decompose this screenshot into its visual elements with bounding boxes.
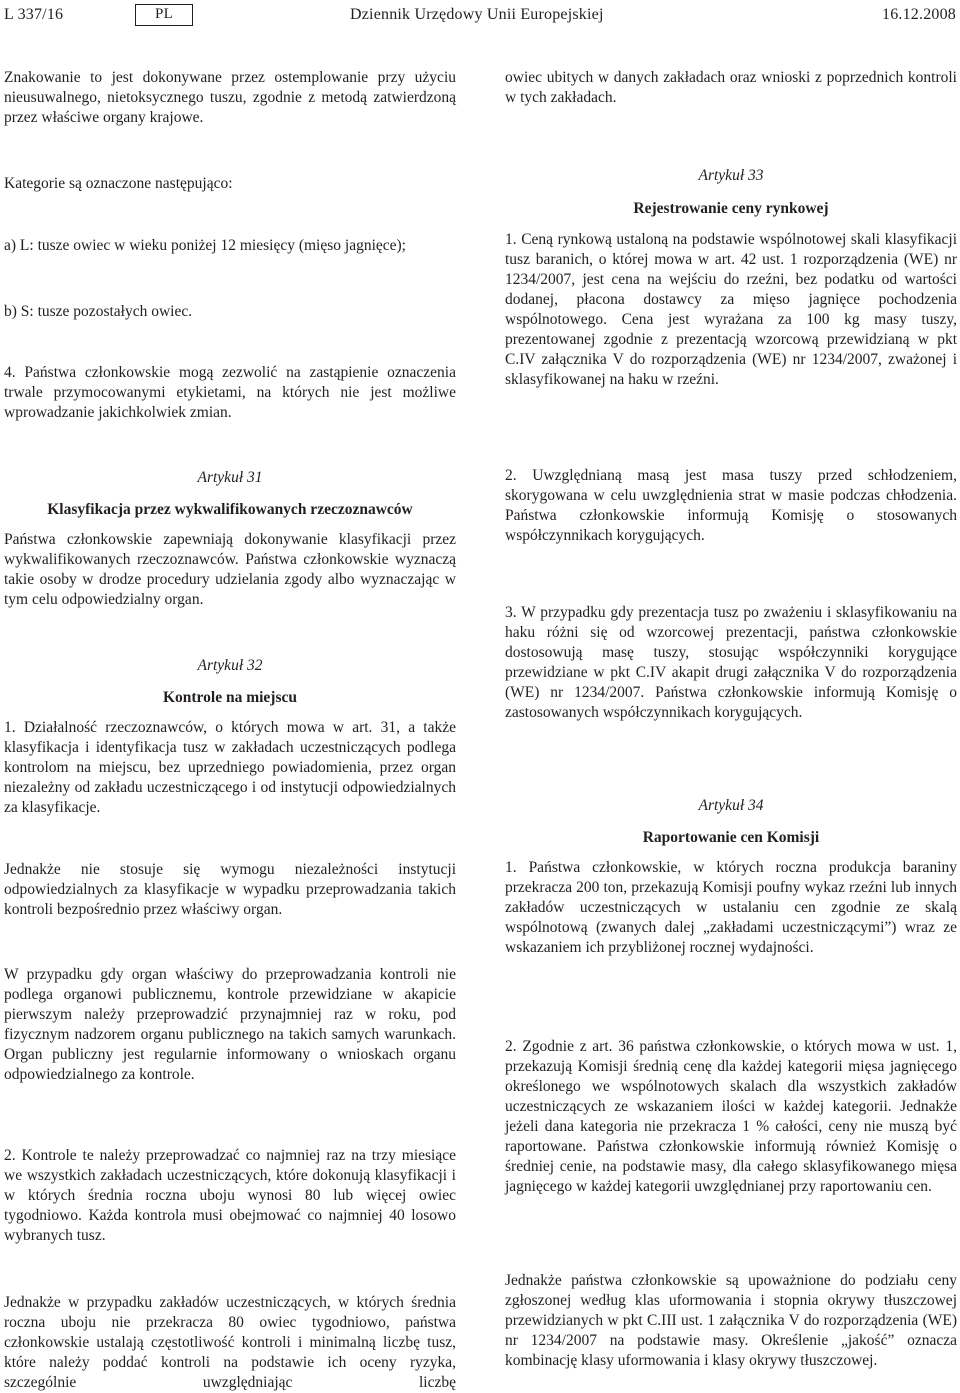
journal-title: Dziennik Urzędowy Unii Europejskiej bbox=[350, 6, 604, 23]
paragraph: Jednakże nie stosuje się wymogu niezależności instytucji odpowiedzialnych za klasyfikacje w wypadku przeprowadzania takich kontroli bezpośrednio przez właściwy organ. bbox=[4, 861, 456, 918]
paragraph: Kategorie są oznaczone następująco: bbox=[4, 175, 233, 192]
paragraph: 4. Państwa członkowskie mogą zezwolić na zastąpienie oznaczenia trwale przymocowanymi etykietami, na których nie jest możliwe wprowadzanie jakichkolwiek zmian. bbox=[4, 364, 456, 421]
list-item: a) L: tusze owiec w wieku poniżej 12 miesięcy (mięso jagnięce); bbox=[4, 237, 406, 254]
paragraph: Jednakże państwa członkowskie są upoważnione do podziału ceny zgłoszonej według klas uformowania i stopnia okrywy tłuszczowej przewidzianych w pkt C.III ust. 1 załącznika V do rozporządzenia (WE) nr 1234/2007 na podstawie masy. Określenie „jakość” oznacza kombinację klasy uformowania i klasy okrywy tłuszczowej. bbox=[505, 1272, 957, 1369]
publication-date: 16.12.2008 bbox=[882, 6, 956, 23]
language-badge: PL bbox=[135, 4, 193, 26]
paragraph: 3. W przypadku gdy prezentacja tusz po zważeniu i sklasyfikowaniu na haku różni się od wzorcowej prezentacji, państwa członkowskie dostosowują masę tuszy, stosując współczynniki korygujące przewidziane w pkt C.IV akapit drugi załącznika V do rozporządzenia (WE) nr 1234/2007. Państwa członkowskie informują Komisję o zastosowanych współczynnikach korygujących. bbox=[505, 604, 957, 721]
paragraph: 2. Kontrole te należy przeprowadzać co najmniej raz na trzy miesiące we wszystkich zakładach uczestniczących, które dokonują klasyfikacji i w których średnia roczna ubоju wynosi 80 lub więcej owiec tygodniowo. Każda kontrola musi obejmować co najmniej 40 losowo wybranych tusz. bbox=[4, 1147, 456, 1244]
paragraph: 2. Uwzględnianą masą jest masa tuszy przed schłodzeniem, skorygowana w celu uwzględnienia strat w masie podczas chłodzenia. Państwa członkowskie informują Komisję o stosowanych współczynnikach korygujących. bbox=[505, 467, 957, 544]
page-number: L 337/16 bbox=[4, 6, 64, 23]
page-header bbox=[4, 5, 956, 27]
paragraph: Jednakże w przypadku zakładów uczestniczących, w których średnia roczna ubоju nie przekracza 80 owiec tygodniowo, państwa członkowskie ustalają częstotliwość kontroli i minimalną liczbę tusz, które należy poddać kontroli na podstawie ich oceny ryzyka, szczególnie uwzględniając liczbę bbox=[4, 1294, 456, 1391]
paragraph: owiec ubitych w danych zakładach oraz wnioski z poprzednich kontroli w tych zakładach. bbox=[505, 69, 957, 106]
article-label: Artykuł 31 bbox=[197, 469, 263, 486]
article-title: Raportowanie cen Komisji bbox=[642, 829, 820, 846]
paragraph: 2. Zgodnie z art. 36 państwa członkowskie, o których mowa w ust. 1, przekazują Komisji średnią cenę dla każdej kategorii mięsa jagnięcego określonego we wspólnotowych skalach dla wszystkich zakładów uczestniczących ze wskazaniem ilości w każdej kategorii. Jednakże jeżeli dana kategoria nie przekracza 1 % całości, ceny nie muszą być raportowane. Państwa członkowskie informują również Komisję o średniej cenie, na podstawie masy, dla całego sklasyfikowanego mięsa jagnięcego w każdej kategorii uwzględnianej przy raportowaniu cen. bbox=[505, 1038, 957, 1195]
paragraph: Znakowanie to jest dokonywane przez ostemplowanie przy użyciu nieusuwalnego, nietoksycznego tuszu, zgodnie z metodą zatwierdzoną przez właściwe organy krajowe. bbox=[4, 69, 456, 126]
paragraph: 1. Państwa członkowskie, w których roczna produkcja baraniny przekracza 200 ton, przekazują Komisji poufny wykaz rzeźni lub innych zakładów uczestniczących w ustalaniu cen zgodnie ze skalą wspólnotową (zwanych dalej „zakładami uczestniczącymi”) wraz ze wskazaniem ich przybliżonej rocznej wydajności. bbox=[505, 859, 957, 956]
list-item: b) S: tusze pozostałych owiec. bbox=[4, 303, 193, 320]
paragraph: 1. Ceną rynkową ustaloną na podstawie wspólnotowej skali klasyfikacji tusz baranich, o której mowa w art. 42 ust. 1 rozporządzenia (WE) nr 1234/2007, jest cena na wejściu do rzeźni, bez podatku od wartości dodanej, płacona dostawcy za mięso jagnięce pochodzenia wspólnotowego. Cena jest wyrażana za 100 kg masy tuszy, prezentowanej zgodnie z prezentacją wzorcową przewidzianą w pkt C.IV załącznika V do rozporządzenia (WE) nr 1234/2007, zważonej i sklasyfikowanej na haku w rzeźni. bbox=[505, 231, 957, 388]
paragraph: W przypadku gdy organ właściwy do przeprowadzania kontroli nie podlega organowi publicznemu, kontrole przewidziane w akapicie pierwszym należy przeprowadzić przynajmniej raz w roku, pod fizycznym nadzorem organu publicznego na takich samych warunkach. Organ publiczny jest regularnie informowany o wnioskach organu odpowiedzialnego za kontrole. bbox=[4, 966, 456, 1083]
article-title: Rejestrowanie ceny rynkowej bbox=[633, 200, 829, 217]
article-title: Klasyfikacja przez wykwalifikowanych rzeczoznawców bbox=[47, 501, 413, 518]
article-label: Artykuł 34 bbox=[698, 797, 764, 814]
article-label: Artykuł 33 bbox=[698, 167, 764, 184]
paragraph: Państwa członkowskie zapewniają dokonywanie klasyfikacji przez wykwalifikowanych rzeczoznawców. Państwa członkowskie wyznaczą takie osoby w drodze procedury udzielania zgody albo wyznaczając w tym celu odpowiedzialny organ. bbox=[4, 531, 456, 608]
article-title: Kontrole na miejscu bbox=[162, 689, 298, 706]
paragraph: 1. Działalność rzeczoznawców, o których mowa w art. 31, a także klasyfikacja i identyfikacja tusz w zakładach uczestniczących podlega kontrolom na miejscu, bez uprzedniego powiadomienia, przez organ niezależny od zakładu uczestniczącego i od instytucji odpowiedzialnych za klasyfikacje. bbox=[4, 719, 456, 816]
article-label: Artykuł 32 bbox=[197, 657, 263, 674]
